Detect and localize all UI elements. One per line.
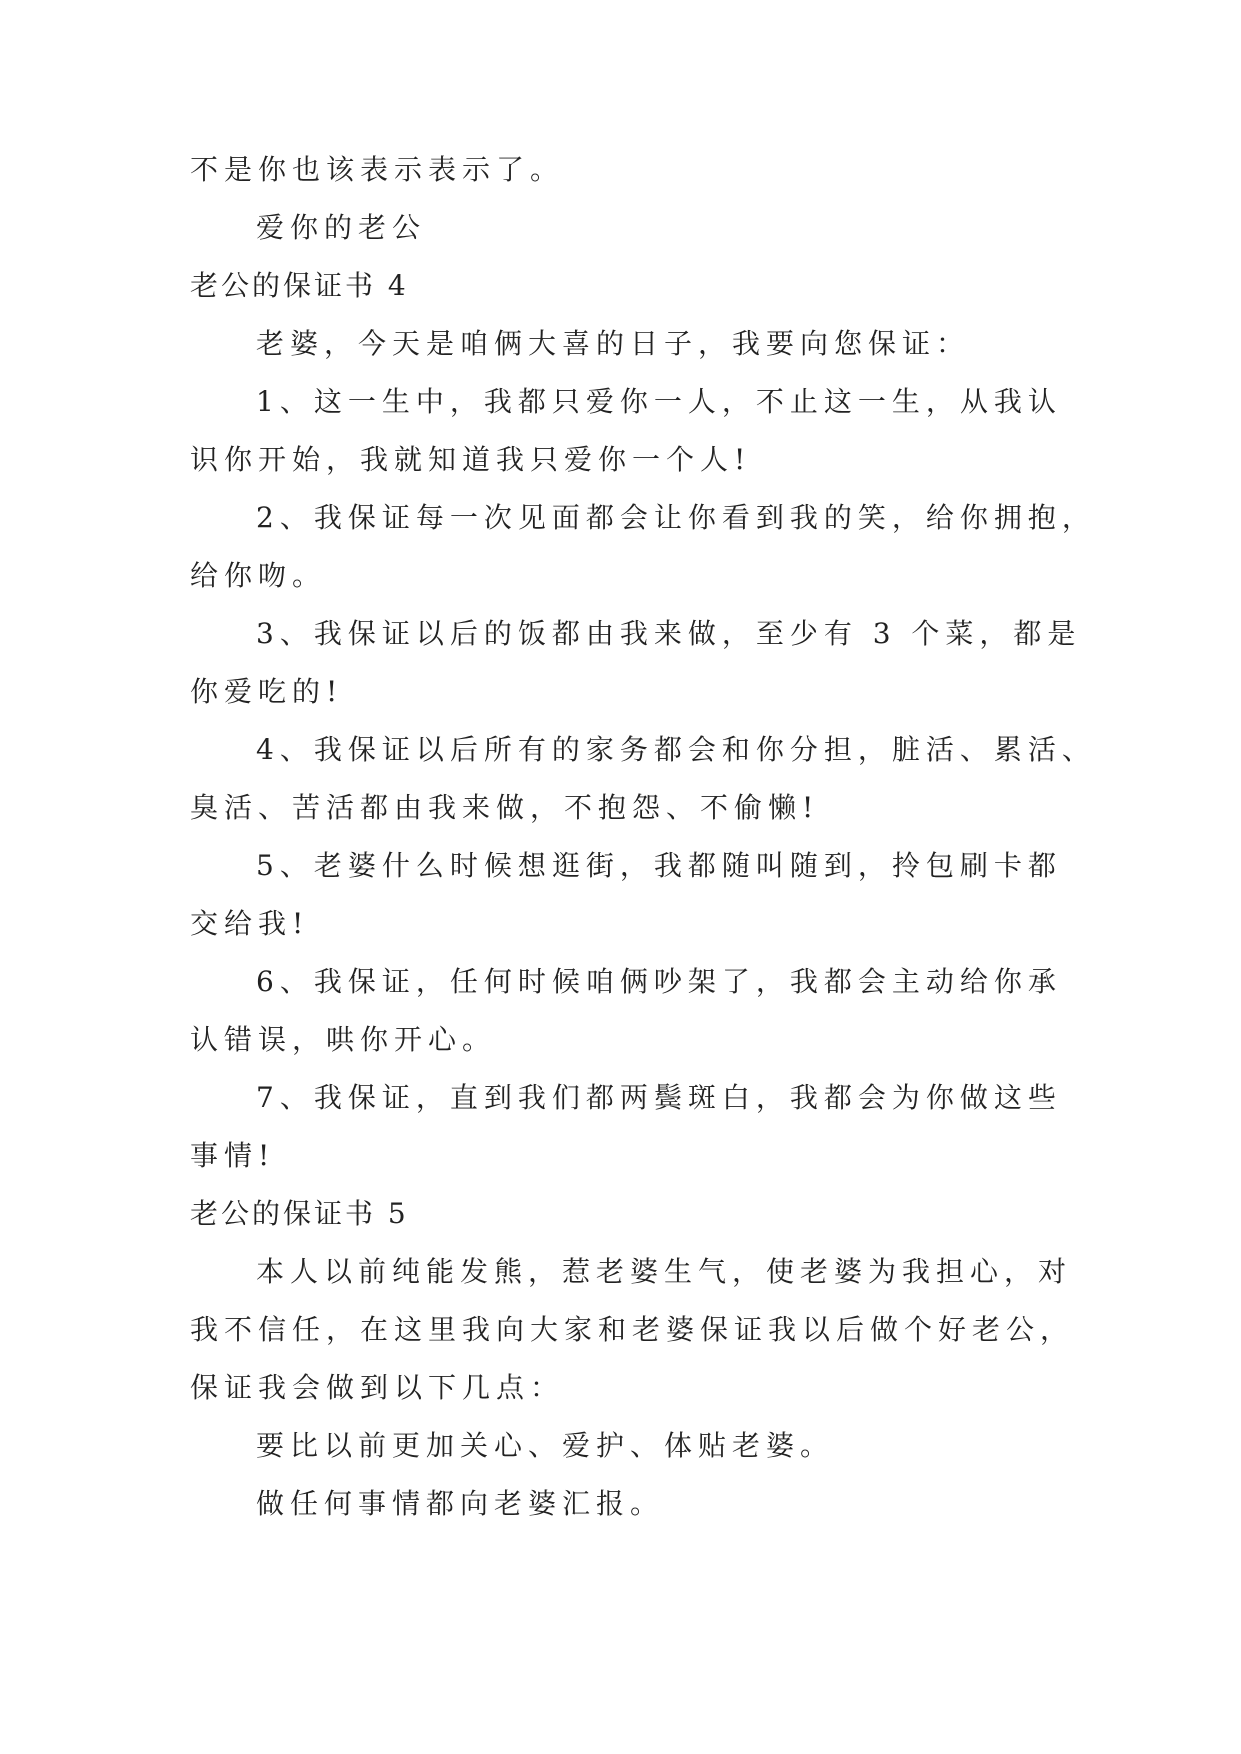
paragraph-line: 本人以前纯能发熊，惹老婆生气，使老婆为我担心，对: [256, 1255, 1073, 1288]
paragraph-line: 臭活、苦活都由我来做，不抱怨、不偷懒!: [190, 791, 820, 824]
paragraph-line: 做任何事情都向老婆汇报。: [256, 1487, 665, 1520]
paragraph-line: 不是你也该表示表示了。: [190, 153, 565, 186]
section-heading: 老公的保证书 5: [190, 1197, 409, 1230]
paragraph-line: 你爱吃的!: [190, 675, 344, 708]
paragraph-line: 认错误，哄你开心。: [190, 1023, 497, 1056]
paragraph-line: 3、我保证以后的饭都由我来做，至少有 3 个菜，都是: [256, 617, 1082, 650]
paragraph-line: 事情!: [190, 1139, 276, 1172]
paragraph-line: 4、我保证以后所有的家务都会和你分担，脏活、累活、: [256, 733, 1096, 766]
paragraph-line: 5、老婆什么时候想逛街，我都随叫随到，拎包刷卡都: [256, 849, 1062, 882]
paragraph-line: 我不信任，在这里我向大家和老婆保证我以后做个好老公，: [190, 1313, 1075, 1346]
paragraph-line: 1、这一生中，我都只爱你一人，不止这一生，从我认: [256, 385, 1062, 418]
paragraph-line: 7、我保证，直到我们都两鬓斑白，我都会为你做这些: [256, 1081, 1062, 1114]
paragraph-line: 保证我会做到以下几点：: [190, 1371, 565, 1404]
paragraph-line: 交给我!: [190, 907, 310, 940]
signature-line: 爱你的老公: [256, 211, 427, 244]
paragraph-line: 给你吻。: [190, 559, 327, 592]
paragraph-line: 要比以前更加关心、爱护、体贴老婆。: [256, 1429, 835, 1462]
paragraph-line: 老婆，今天是咱俩大喜的日子，我要向您保证：: [256, 327, 971, 360]
paragraph-line: 2、我保证每一次见面都会让你看到我的笑，给你拥抱，: [256, 501, 1096, 534]
section-heading: 老公的保证书 4: [190, 269, 409, 302]
paragraph-line: 6、我保证，任何时候咱俩吵架了，我都会主动给你承: [256, 965, 1062, 998]
paragraph-line: 识你开始，我就知道我只爱你一个人!: [190, 443, 752, 476]
